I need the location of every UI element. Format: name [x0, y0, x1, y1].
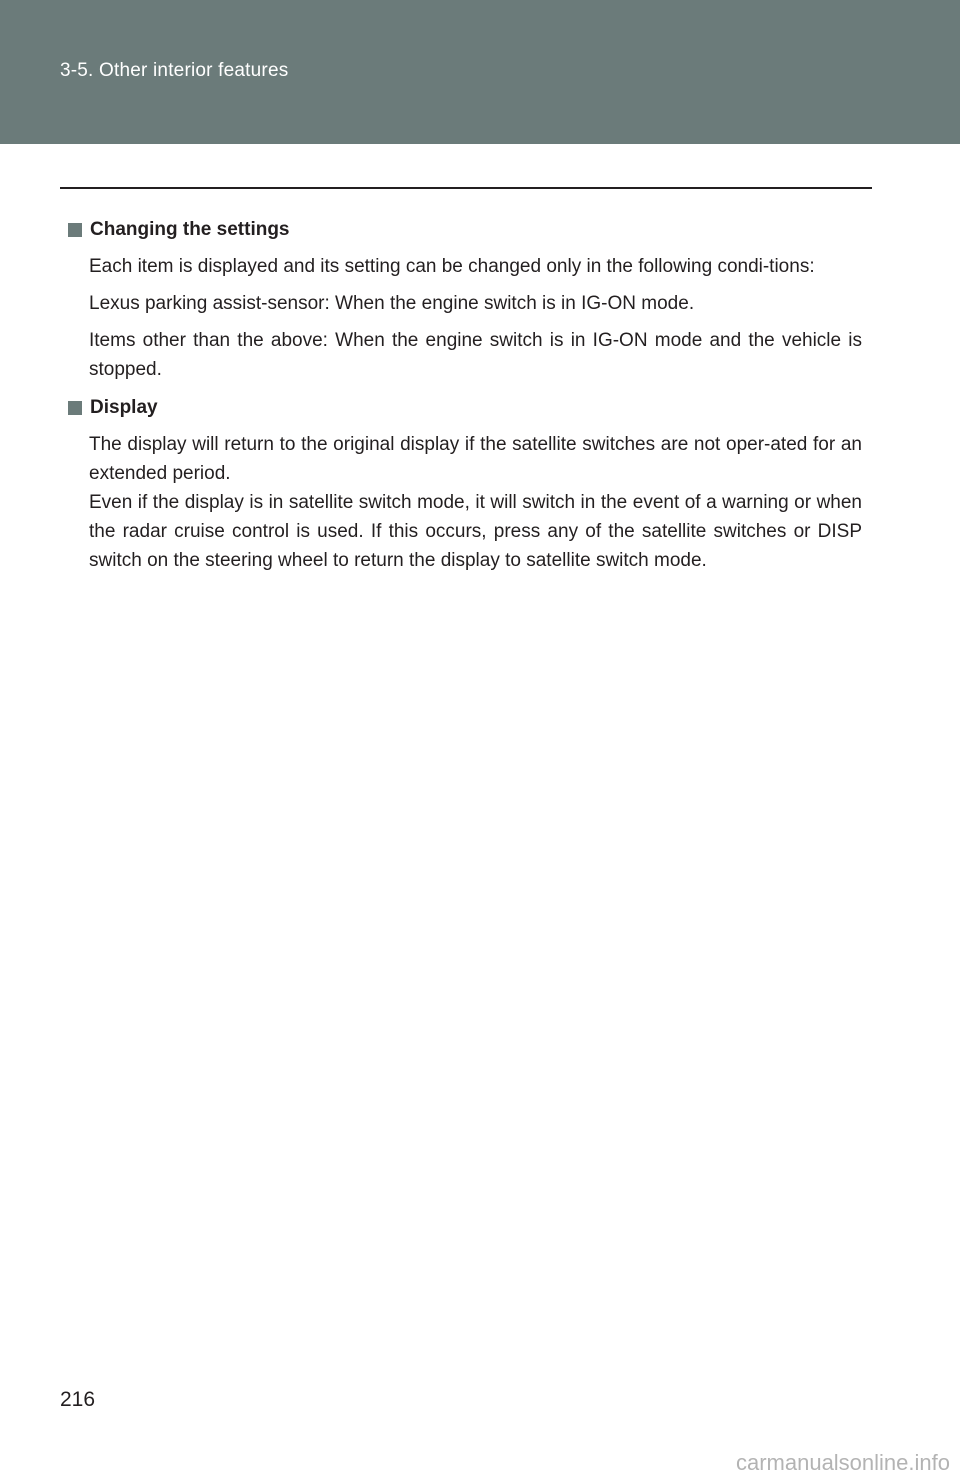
divider-rule: [60, 187, 872, 189]
square-bullet-icon: [68, 223, 82, 237]
section-title: Display: [90, 397, 158, 418]
section-heading: [68, 214, 862, 246]
paragraph: The display will return to the original display if the satellite switches are not oper-ated for an extended period.: [89, 434, 862, 484]
section-header-title: 3-5. Other interior features: [60, 60, 289, 81]
page-number: 216: [60, 1388, 96, 1411]
watermark-text: carmanualsonline.info: [735, 1450, 950, 1475]
paragraph: Even if the display is in satellite switch mode, it will switch in the event of a warning or when the radar cruise control is used. If this occurs, press any of the satellite switches or DISP switch on the steering wheel to return the display to satellite switch mode.: [89, 492, 862, 571]
paragraph: Lexus parking assist-sensor: When the engine switch is in IG-ON mode.: [89, 293, 695, 314]
paragraph: Items other than the above: When the engine switch is in IG-ON mode and the vehicle is stopped.: [89, 330, 862, 380]
header-bar: [0, 0, 960, 144]
paragraph: Each item is displayed and its setting can be changed only in the following condi-tions:: [89, 256, 815, 277]
section-changing-settings: [68, 214, 862, 384]
section-display: [68, 392, 862, 575]
section-heading: [68, 392, 862, 424]
section-title: Changing the settings: [90, 219, 290, 240]
square-bullet-icon: [68, 401, 82, 415]
page-content: [68, 214, 862, 581]
